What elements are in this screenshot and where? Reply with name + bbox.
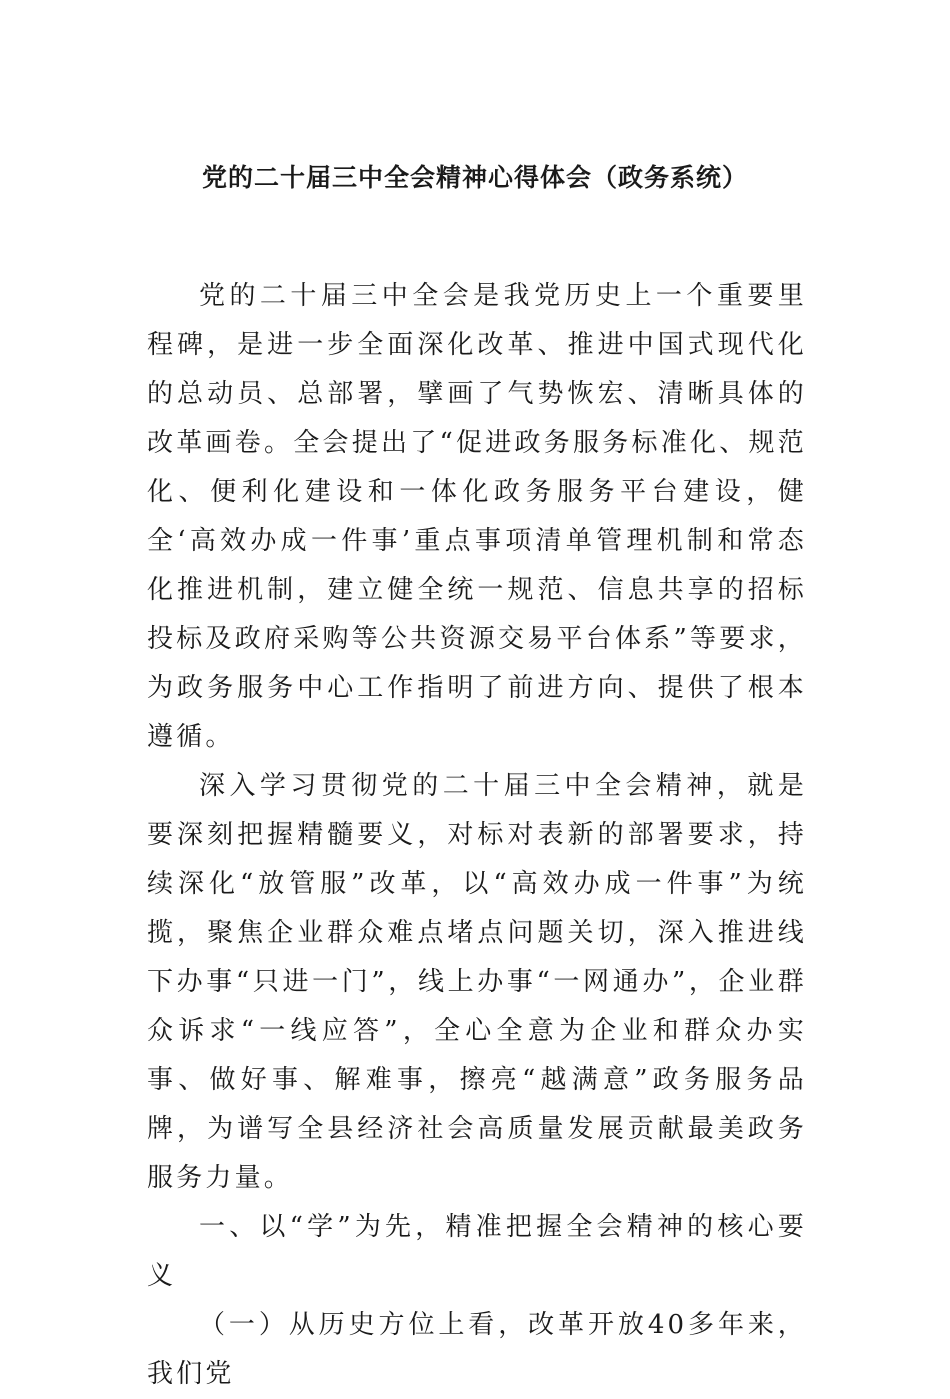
subsection-text: （一）从历史方位上看，改革开放40多年来，我们党 [147, 1310, 807, 1389]
paragraph-1: 党的二十届三中全会是我党历史上一个重要里程碑，是进一步全面深化改革、推进中国式现代化的总动员、总部署，擘画了气势恢宏、清晰具体的改革画卷。全会提出了“促进政务服务标准化、规范化、便利化建设和一体化政务服务平台建设，健全‘高效办成一件事’重点事项清单管理机制和常态化推进机制，建立健全统一规范、信息共享的招标投标及政府采购等公共资源交易平台体系”等要求，为政务服务中心工作指明了前进方向、提供了根本遵循。 [147, 281, 807, 752]
paragraph-2: 深入学习贯彻党的二十届三中全会精神，就是要深刻把握精髓要义，对标对表新的部署要求，持续深化“放管服”改革，以“高效办成一件事”为统揽，聚焦企业群众难点堵点问题关切，深入推进线下办事“只进一门”，线上办事“一网通办”，企业群众诉求“一线应答”，全心全意为企业和群众办实事、做好事、解难事，擦亮“越满意”政务服务品牌，为谱写全县经济社会高质量发展贡献最美政务服务力量。 [147, 771, 807, 1193]
section-heading: 一、以“学”为先，精准把握全会精神的核心要义 [147, 1212, 807, 1291]
document-body [147, 272, 807, 1399]
document-title: 党的二十届三中全会精神心得体会（政务系统） [201, 163, 748, 192]
